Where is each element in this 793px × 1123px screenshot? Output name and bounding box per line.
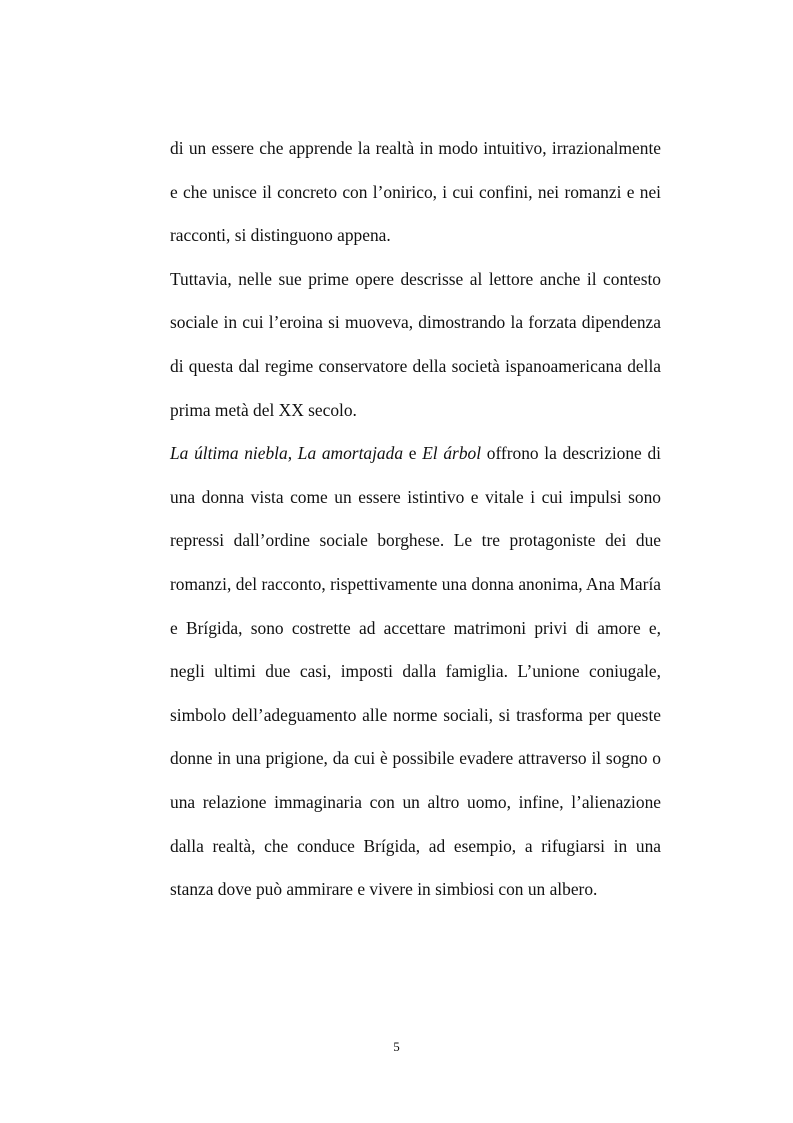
- body-text: [170, 127, 661, 912]
- paragraph-3: [170, 432, 661, 912]
- paragraph-2: Tuttavia, nelle sue prime opere descrisse al lettore anche il contesto sociale in cui l’eroina si muoveva, dimostrando la forzata dipendenza di questa dal regime conservatore della società ispanoamericana della prima metà del XX secolo.: [170, 268, 661, 420]
- book-title-la-amortajada: La amortajada: [297, 443, 404, 464]
- book-title-la-ultima-niebla: La última niebla,: [170, 443, 293, 464]
- page-number: 5: [393, 1039, 400, 1054]
- conjunction: e: [403, 443, 423, 464]
- book-title-el-arbol: El árbol: [422, 443, 482, 464]
- paragraph-3-text: offrono la descrizione di una donna vista come un essere istintivo e vitale i cui impulsi sono repressi dall’ordine sociale borghese. Le tre protagoniste dei due romanzi, del racconto, rispettivamente una donna anonima, Ana María e Brígida, sono costrette ad accettare matrimoni privi di amore e, negli ultimi due casi, imposti dalla famiglia. L’unione coniugale, simbolo dell’adeguamento alle norme sociali, si trasforma per queste donne in una prigione, da cui è possibile evadere attraverso il sogno o una relazione immaginaria con un altro uomo, infine, l’alienazione dalla realtà, che conduce Brígida, ad esempio, a rifugiarsi in una stanza dove può ammirare e vivere in simbiosi con un albero.: [170, 443, 661, 900]
- paragraph-1: di un essere che apprende la realtà in modo intuitivo, irrazionalmente e che unisce il concreto con l’onirico, i cui confini, nei romanzi e nei racconti, si distinguono appena.: [170, 138, 661, 246]
